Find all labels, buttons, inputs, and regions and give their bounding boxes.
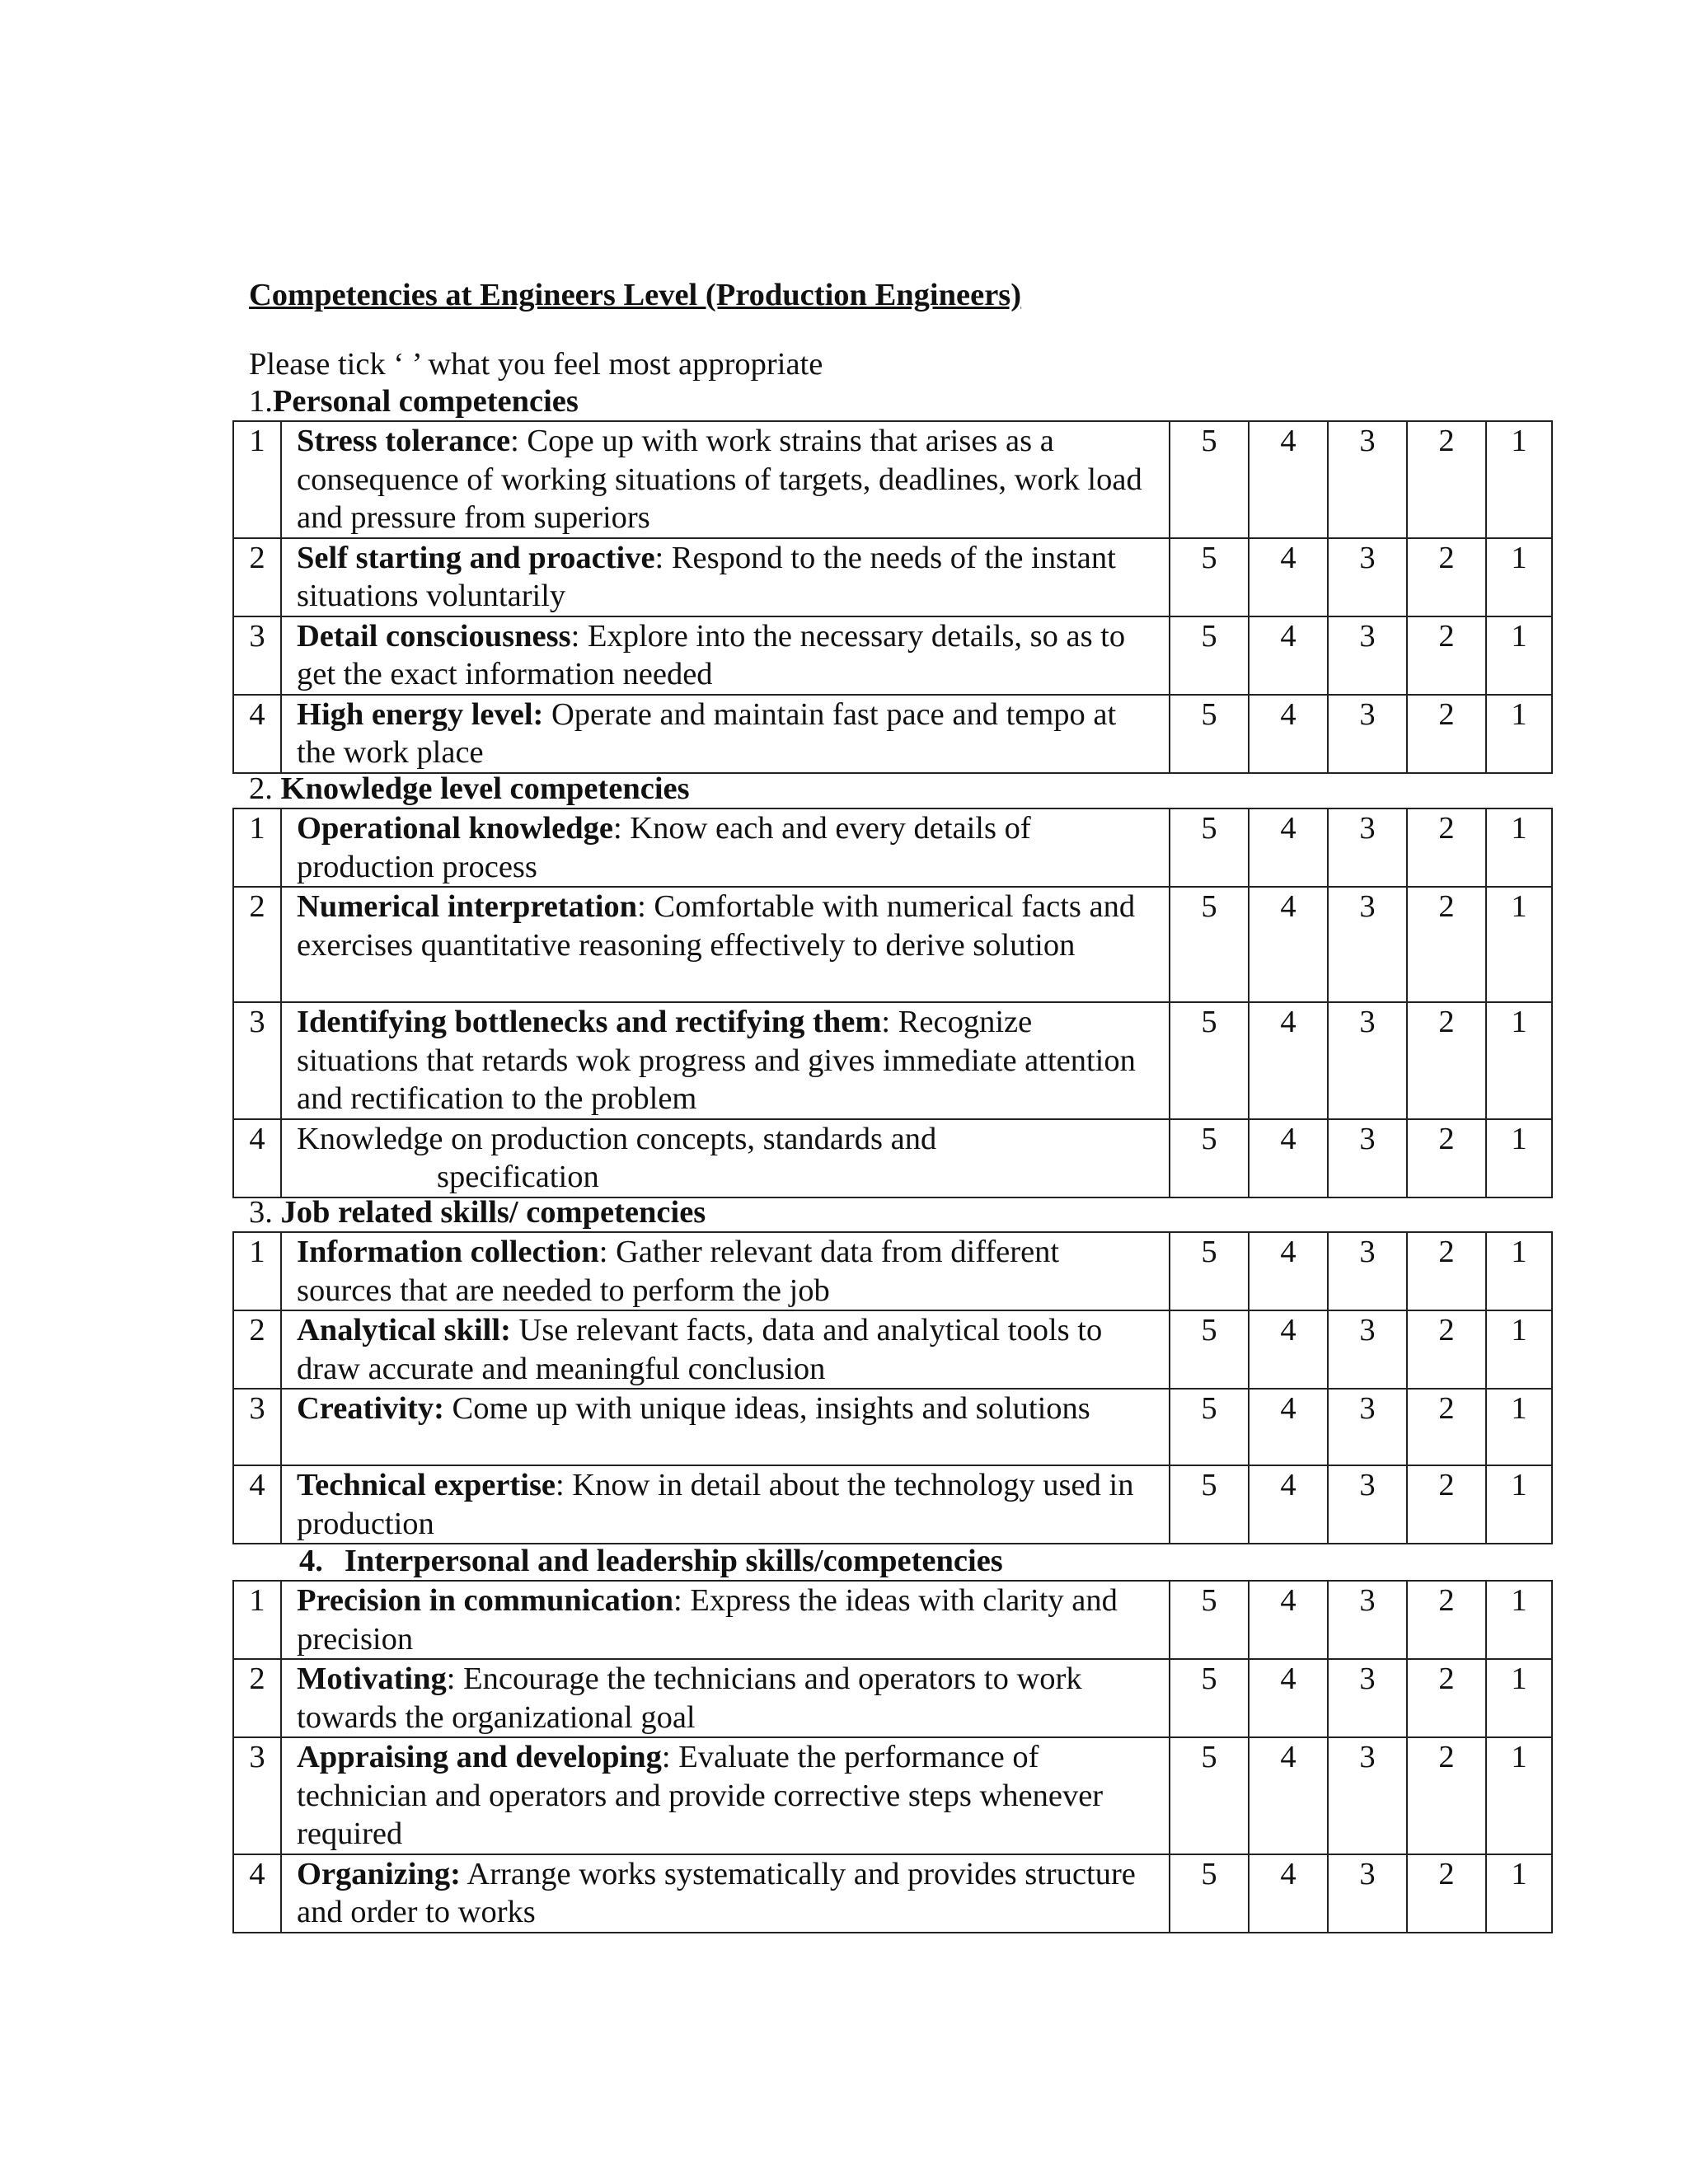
item-text: Evaluate the performance of technician and operators and provide corrective steps whenever required (297, 1740, 1104, 1851)
score-option-5[interactable]: 5 (1170, 808, 1249, 887)
item-description (281, 538, 1170, 616)
item-number: 3 (233, 1002, 281, 1119)
score-option-5[interactable]: 5 (1170, 1737, 1249, 1854)
table-row (233, 1581, 1552, 1659)
item-number: 3 (233, 1737, 281, 1854)
section-name: Knowledge level competencies (280, 771, 690, 806)
item-text: Explore into the necessary details, so as to get the exact information needed (297, 618, 1126, 691)
score-option-5[interactable]: 5 (1170, 1002, 1249, 1119)
score-option-3[interactable]: 3 (1328, 1737, 1407, 1854)
section-heading-knowledge (249, 770, 690, 808)
score-option-5[interactable]: 5 (1170, 1465, 1249, 1544)
item-term: Appraising and developing (297, 1740, 662, 1774)
item-text-line: Knowledge on production concepts, standards and (297, 1121, 937, 1156)
item-separator: : (654, 540, 664, 575)
score-option-4[interactable]: 4 (1249, 1854, 1328, 1933)
section-number: 1. (249, 384, 273, 419)
score-option-2[interactable]: 2 (1407, 1310, 1486, 1389)
score-option-1[interactable]: 1 (1486, 1659, 1552, 1737)
score-option-4[interactable]: 4 (1249, 1659, 1328, 1737)
score-option-1[interactable]: 1 (1486, 1465, 1552, 1544)
score-option-2[interactable]: 2 (1407, 421, 1486, 538)
score-option-2[interactable]: 2 (1407, 808, 1486, 887)
item-separator: : (637, 889, 646, 924)
item-number: 1 (233, 1232, 281, 1310)
score-option-4[interactable]: 4 (1249, 616, 1328, 695)
score-option-3[interactable]: 3 (1328, 1002, 1407, 1119)
score-option-4[interactable]: 4 (1249, 1581, 1328, 1659)
section-name: Personal competencies (272, 384, 579, 419)
item-number: 1 (233, 421, 281, 538)
score-option-2[interactable]: 2 (1407, 1002, 1486, 1119)
score-option-4[interactable]: 4 (1249, 538, 1328, 616)
score-option-1[interactable]: 1 (1486, 1737, 1552, 1854)
score-option-1[interactable]: 1 (1486, 1581, 1552, 1659)
score-option-1[interactable]: 1 (1486, 1310, 1552, 1389)
item-description (281, 1119, 1170, 1197)
item-description (281, 1737, 1170, 1854)
score-option-2[interactable]: 2 (1407, 1854, 1486, 1933)
table-row (233, 1737, 1552, 1854)
item-separator: : (446, 1661, 456, 1696)
score-option-4[interactable]: 4 (1249, 1002, 1328, 1119)
section-heading-interpersonal (299, 1542, 1003, 1581)
item-text: Recognize situations that retards wok progress and gives immediate attention and rectification to the problem (297, 1005, 1136, 1116)
item-number: 2 (233, 887, 281, 1002)
score-option-3[interactable]: 3 (1328, 1119, 1407, 1197)
item-number: 4 (233, 1854, 281, 1933)
item-separator: : (510, 424, 519, 458)
item-term: Numerical interpretation (297, 889, 638, 924)
score-option-5[interactable]: 5 (1170, 1310, 1249, 1389)
table-row (233, 695, 1552, 773)
item-term: Detail consciousness (297, 618, 571, 654)
rating-table-personal (232, 420, 1553, 774)
score-option-1[interactable]: 1 (1486, 1854, 1552, 1933)
item-description (281, 1465, 1170, 1544)
score-option-5[interactable]: 5 (1170, 421, 1249, 538)
item-description (281, 1659, 1170, 1737)
rating-table-knowledge (232, 808, 1553, 1198)
table-row (233, 1232, 1552, 1310)
table-row (233, 421, 1552, 538)
score-option-1[interactable]: 1 (1486, 616, 1552, 695)
score-option-4[interactable]: 4 (1249, 1389, 1328, 1465)
score-option-1[interactable]: 1 (1486, 1119, 1552, 1197)
item-term: Self starting and proactive (297, 540, 655, 575)
item-separator: : (661, 1740, 671, 1774)
score-option-1[interactable]: 1 (1486, 1002, 1552, 1119)
score-option-3[interactable]: 3 (1328, 695, 1407, 773)
table-row (233, 1002, 1552, 1119)
score-option-3[interactable]: 3 (1328, 1389, 1407, 1465)
table-row (233, 1854, 1552, 1933)
score-option-2[interactable]: 2 (1407, 1581, 1486, 1659)
score-option-5[interactable]: 5 (1170, 1581, 1249, 1659)
score-option-5[interactable]: 5 (1170, 1854, 1249, 1933)
item-text: Cope up with work strains that arises as a consequence of working situations of targets, deadlines, work load and pressure from superiors (297, 424, 1142, 535)
item-description (281, 1232, 1170, 1310)
item-text: Arrange works systematically and provides structure and order to works (297, 1856, 1136, 1929)
item-term: High energy level: (297, 696, 544, 732)
score-option-4[interactable]: 4 (1249, 1310, 1328, 1389)
score-option-2[interactable]: 2 (1407, 1659, 1486, 1737)
score-option-2[interactable]: 2 (1407, 695, 1486, 773)
score-option-3[interactable]: 3 (1328, 1581, 1407, 1659)
item-number: 2 (233, 1659, 281, 1737)
item-text: Comfortable with numerical facts and exercises quantitative reasoning effectively to derive solution (297, 889, 1136, 963)
item-number: 4 (233, 1465, 281, 1544)
score-option-3[interactable]: 3 (1328, 1854, 1407, 1933)
score-option-5[interactable]: 5 (1170, 616, 1249, 695)
item-number: 1 (233, 1581, 281, 1659)
item-number: 3 (233, 616, 281, 695)
item-term: Identifying bottlenecks and rectifying them (297, 1005, 882, 1039)
score-option-4[interactable]: 4 (1249, 1232, 1328, 1310)
item-number: 2 (233, 538, 281, 616)
item-term: Technical expertise (297, 1468, 556, 1502)
table-row (233, 1389, 1552, 1465)
score-option-1[interactable]: 1 (1486, 421, 1552, 538)
score-option-2[interactable]: 2 (1407, 1737, 1486, 1854)
item-text: Know in detail about the technology used in production (297, 1468, 1134, 1541)
score-option-2[interactable]: 2 (1407, 538, 1486, 616)
item-separator: : (556, 1468, 565, 1502)
score-option-4[interactable]: 4 (1249, 1119, 1328, 1197)
score-option-2[interactable]: 2 (1407, 1232, 1486, 1310)
section-name: Job related skills/ competencies (280, 1195, 706, 1230)
score-option-4[interactable]: 4 (1249, 695, 1328, 773)
score-option-2[interactable]: 2 (1407, 1119, 1486, 1197)
item-text-line: specification (437, 1160, 599, 1194)
item-term: Operational knowledge (297, 811, 613, 846)
score-option-1[interactable]: 1 (1486, 887, 1552, 1002)
item-term: Creativity: (297, 1391, 444, 1426)
score-option-3[interactable]: 3 (1328, 887, 1407, 1002)
item-description (281, 1002, 1170, 1119)
item-description (281, 1581, 1170, 1659)
table-row (233, 1310, 1552, 1389)
section-number: 2. (249, 771, 273, 806)
section-number: 4. (299, 1544, 323, 1578)
item-description (281, 1854, 1170, 1933)
item-separator: : (612, 811, 622, 846)
item-separator: : (570, 618, 580, 654)
score-option-3[interactable]: 3 (1328, 808, 1407, 887)
score-option-1[interactable]: 1 (1486, 1232, 1552, 1310)
item-number: 2 (233, 1310, 281, 1389)
section-heading-job-skills (249, 1193, 706, 1232)
score-option-5[interactable]: 5 (1170, 1232, 1249, 1310)
item-text: Respond to the needs of the instant situations voluntarily (297, 540, 1116, 613)
score-option-3[interactable]: 3 (1328, 1310, 1407, 1389)
item-separator: : (881, 1005, 891, 1039)
item-text: Encourage the technicians and operators to work towards the organizational goal (297, 1661, 1082, 1735)
table-row (233, 1659, 1552, 1737)
item-separator: : (598, 1235, 608, 1269)
score-option-3[interactable]: 3 (1328, 421, 1407, 538)
table-row (233, 1465, 1552, 1544)
score-option-4[interactable]: 4 (1249, 887, 1328, 1002)
item-description (281, 695, 1170, 773)
item-term: Information collection (297, 1235, 599, 1269)
table-row (233, 616, 1552, 695)
item-text: Gather relevant data from different sources that are needed to perform the job (297, 1235, 1060, 1308)
score-option-1[interactable]: 1 (1486, 538, 1552, 616)
item-text: Use relevant facts, data and analytical tools to draw accurate and meaningful conclusion (297, 1313, 1103, 1386)
score-option-2[interactable]: 2 (1407, 1389, 1486, 1465)
table-row (233, 887, 1552, 1002)
score-option-5[interactable]: 5 (1170, 1119, 1249, 1197)
section-number: 3. (249, 1195, 273, 1230)
section-heading-personal (249, 382, 579, 421)
item-number: 4 (233, 1119, 281, 1197)
item-separator: : (673, 1583, 682, 1618)
rating-table-interpersonal (232, 1580, 1553, 1933)
table-row (233, 538, 1552, 616)
score-option-5[interactable]: 5 (1170, 1389, 1249, 1465)
item-description (281, 1310, 1170, 1389)
score-option-4[interactable]: 4 (1249, 421, 1328, 538)
score-option-5[interactable]: 5 (1170, 538, 1249, 616)
score-option-3[interactable]: 3 (1328, 616, 1407, 695)
item-term: Stress tolerance (297, 424, 511, 458)
score-option-3[interactable]: 3 (1328, 538, 1407, 616)
score-option-1[interactable]: 1 (1486, 695, 1552, 773)
item-term: Precision in communication (297, 1583, 673, 1618)
score-option-2[interactable]: 2 (1407, 887, 1486, 1002)
item-text: Operate and maintain fast pace and tempo at the work place (297, 696, 1117, 770)
score-option-5[interactable]: 5 (1170, 1659, 1249, 1737)
page-title: Competencies at Engineers Level (Production Engineers) (249, 278, 1022, 312)
score-option-3[interactable]: 3 (1328, 1659, 1407, 1737)
item-description (281, 1389, 1170, 1465)
score-option-1[interactable]: 1 (1486, 1389, 1552, 1465)
score-option-3[interactable]: 3 (1328, 1465, 1407, 1544)
item-number: 3 (233, 1389, 281, 1465)
item-number: 1 (233, 808, 281, 887)
rating-table-job-skills (232, 1231, 1553, 1544)
score-option-4[interactable]: 4 (1249, 1465, 1328, 1544)
item-text: Come up with unique ideas, insights and solutions (443, 1391, 1090, 1426)
item-number: 4 (233, 695, 281, 773)
item-term: Organizing: (297, 1856, 461, 1891)
table-row (233, 808, 1552, 887)
instruction-text: Please tick ‘ ’ what you feel most appropriate (249, 347, 823, 382)
item-description (281, 421, 1170, 538)
table-row (233, 1119, 1552, 1197)
score-option-5[interactable]: 5 (1170, 887, 1249, 1002)
item-term: Motivating (297, 1661, 447, 1696)
score-option-1[interactable]: 1 (1486, 808, 1552, 887)
score-option-5[interactable]: 5 (1170, 695, 1249, 773)
item-text: Express the ideas with clarity and precision (297, 1583, 1118, 1657)
item-description (281, 808, 1170, 887)
item-term: Analytical skill: (297, 1313, 511, 1347)
section-name: Interpersonal and leadership skills/competencies (344, 1544, 1003, 1578)
score-option-3[interactable]: 3 (1328, 1232, 1407, 1310)
score-option-2[interactable]: 2 (1407, 616, 1486, 695)
score-option-4[interactable]: 4 (1249, 808, 1328, 887)
item-description (281, 616, 1170, 695)
item-description (281, 887, 1170, 1002)
score-option-4[interactable]: 4 (1249, 1737, 1328, 1854)
item-text: Know each and every details of production process (297, 811, 1031, 884)
score-option-2[interactable]: 2 (1407, 1465, 1486, 1544)
